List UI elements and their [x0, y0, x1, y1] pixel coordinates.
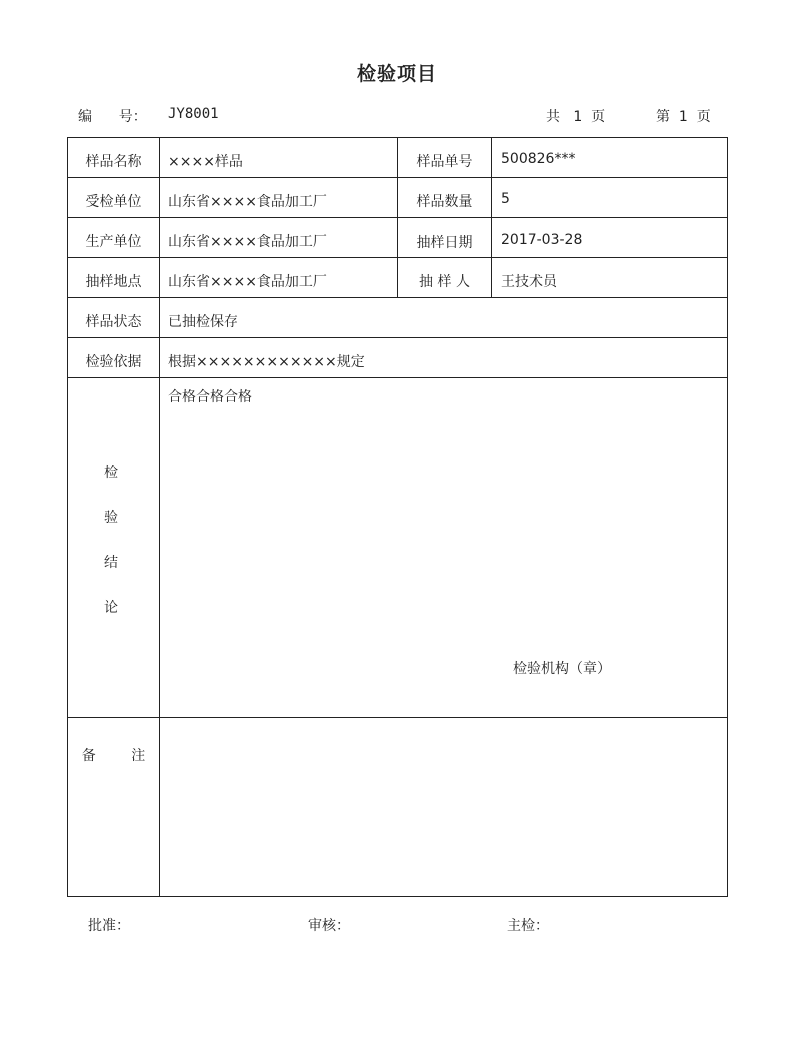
table-col-divider [491, 137, 492, 297]
sampling-date-value: 2017-03-28 [501, 232, 583, 248]
sample-no-value: 500826*** [501, 151, 576, 167]
conclusion-label-char: 验 [104, 510, 118, 526]
sampler-label: 抽 样 人 [419, 274, 470, 290]
inspected-unit-label: 受检单位 [85, 194, 142, 210]
serial-label: 编 号： [78, 109, 147, 125]
sampling-site-value: 山东省××××食品加工厂 [168, 274, 327, 290]
table-row-divider [67, 297, 728, 298]
conclusion-text: 合格合格合格 [168, 389, 252, 405]
sample-qty-label: 样品数量 [416, 194, 473, 210]
serial-value: JY8001 [168, 106, 219, 122]
current-page: 第 1 页 [656, 109, 711, 125]
sample-qty-value: 5 [501, 191, 510, 207]
sample-status-value: 已抽检保存 [168, 314, 238, 330]
basis-label: 检验依据 [85, 354, 142, 370]
table-border-left [67, 137, 68, 897]
sampling-site-label: 抽样地点 [85, 274, 142, 290]
review-label: 审核： [308, 918, 350, 934]
sample-no-label: 样品单号 [416, 154, 473, 170]
inspector-label: 主检： [507, 918, 549, 934]
sampler-value: 王技术员 [501, 274, 557, 290]
inspection-agency-stamp: 检验机构（章） [513, 661, 611, 677]
table-row-divider [67, 717, 728, 718]
total-pages: 共 1 页 [546, 109, 606, 125]
basis-value: 根据××××××××××××规定 [168, 354, 365, 370]
approve-label: 批准： [88, 918, 130, 934]
sample-name-value: ××××样品 [168, 154, 243, 170]
table-border-right [727, 137, 728, 897]
inspected-unit-value: 山东省××××食品加工厂 [168, 194, 327, 210]
page-title: 检验项目 [356, 63, 437, 85]
conclusion-label-char: 结 [104, 555, 118, 571]
table-row-divider [67, 377, 728, 378]
table-border-bottom [67, 896, 728, 897]
table-col-divider [159, 137, 160, 897]
conclusion-label-char: 论 [104, 600, 118, 616]
producer-value: 山东省××××食品加工厂 [168, 234, 327, 250]
producer-label: 生产单位 [85, 234, 142, 250]
sampling-date-label: 抽样日期 [416, 235, 473, 251]
remarks-label: 备 注 [81, 748, 146, 764]
sample-status-label: 样品状态 [85, 314, 142, 330]
sample-name-label: 样品名称 [85, 154, 142, 170]
table-row-divider [67, 337, 728, 338]
conclusion-label-char: 检 [104, 465, 118, 481]
